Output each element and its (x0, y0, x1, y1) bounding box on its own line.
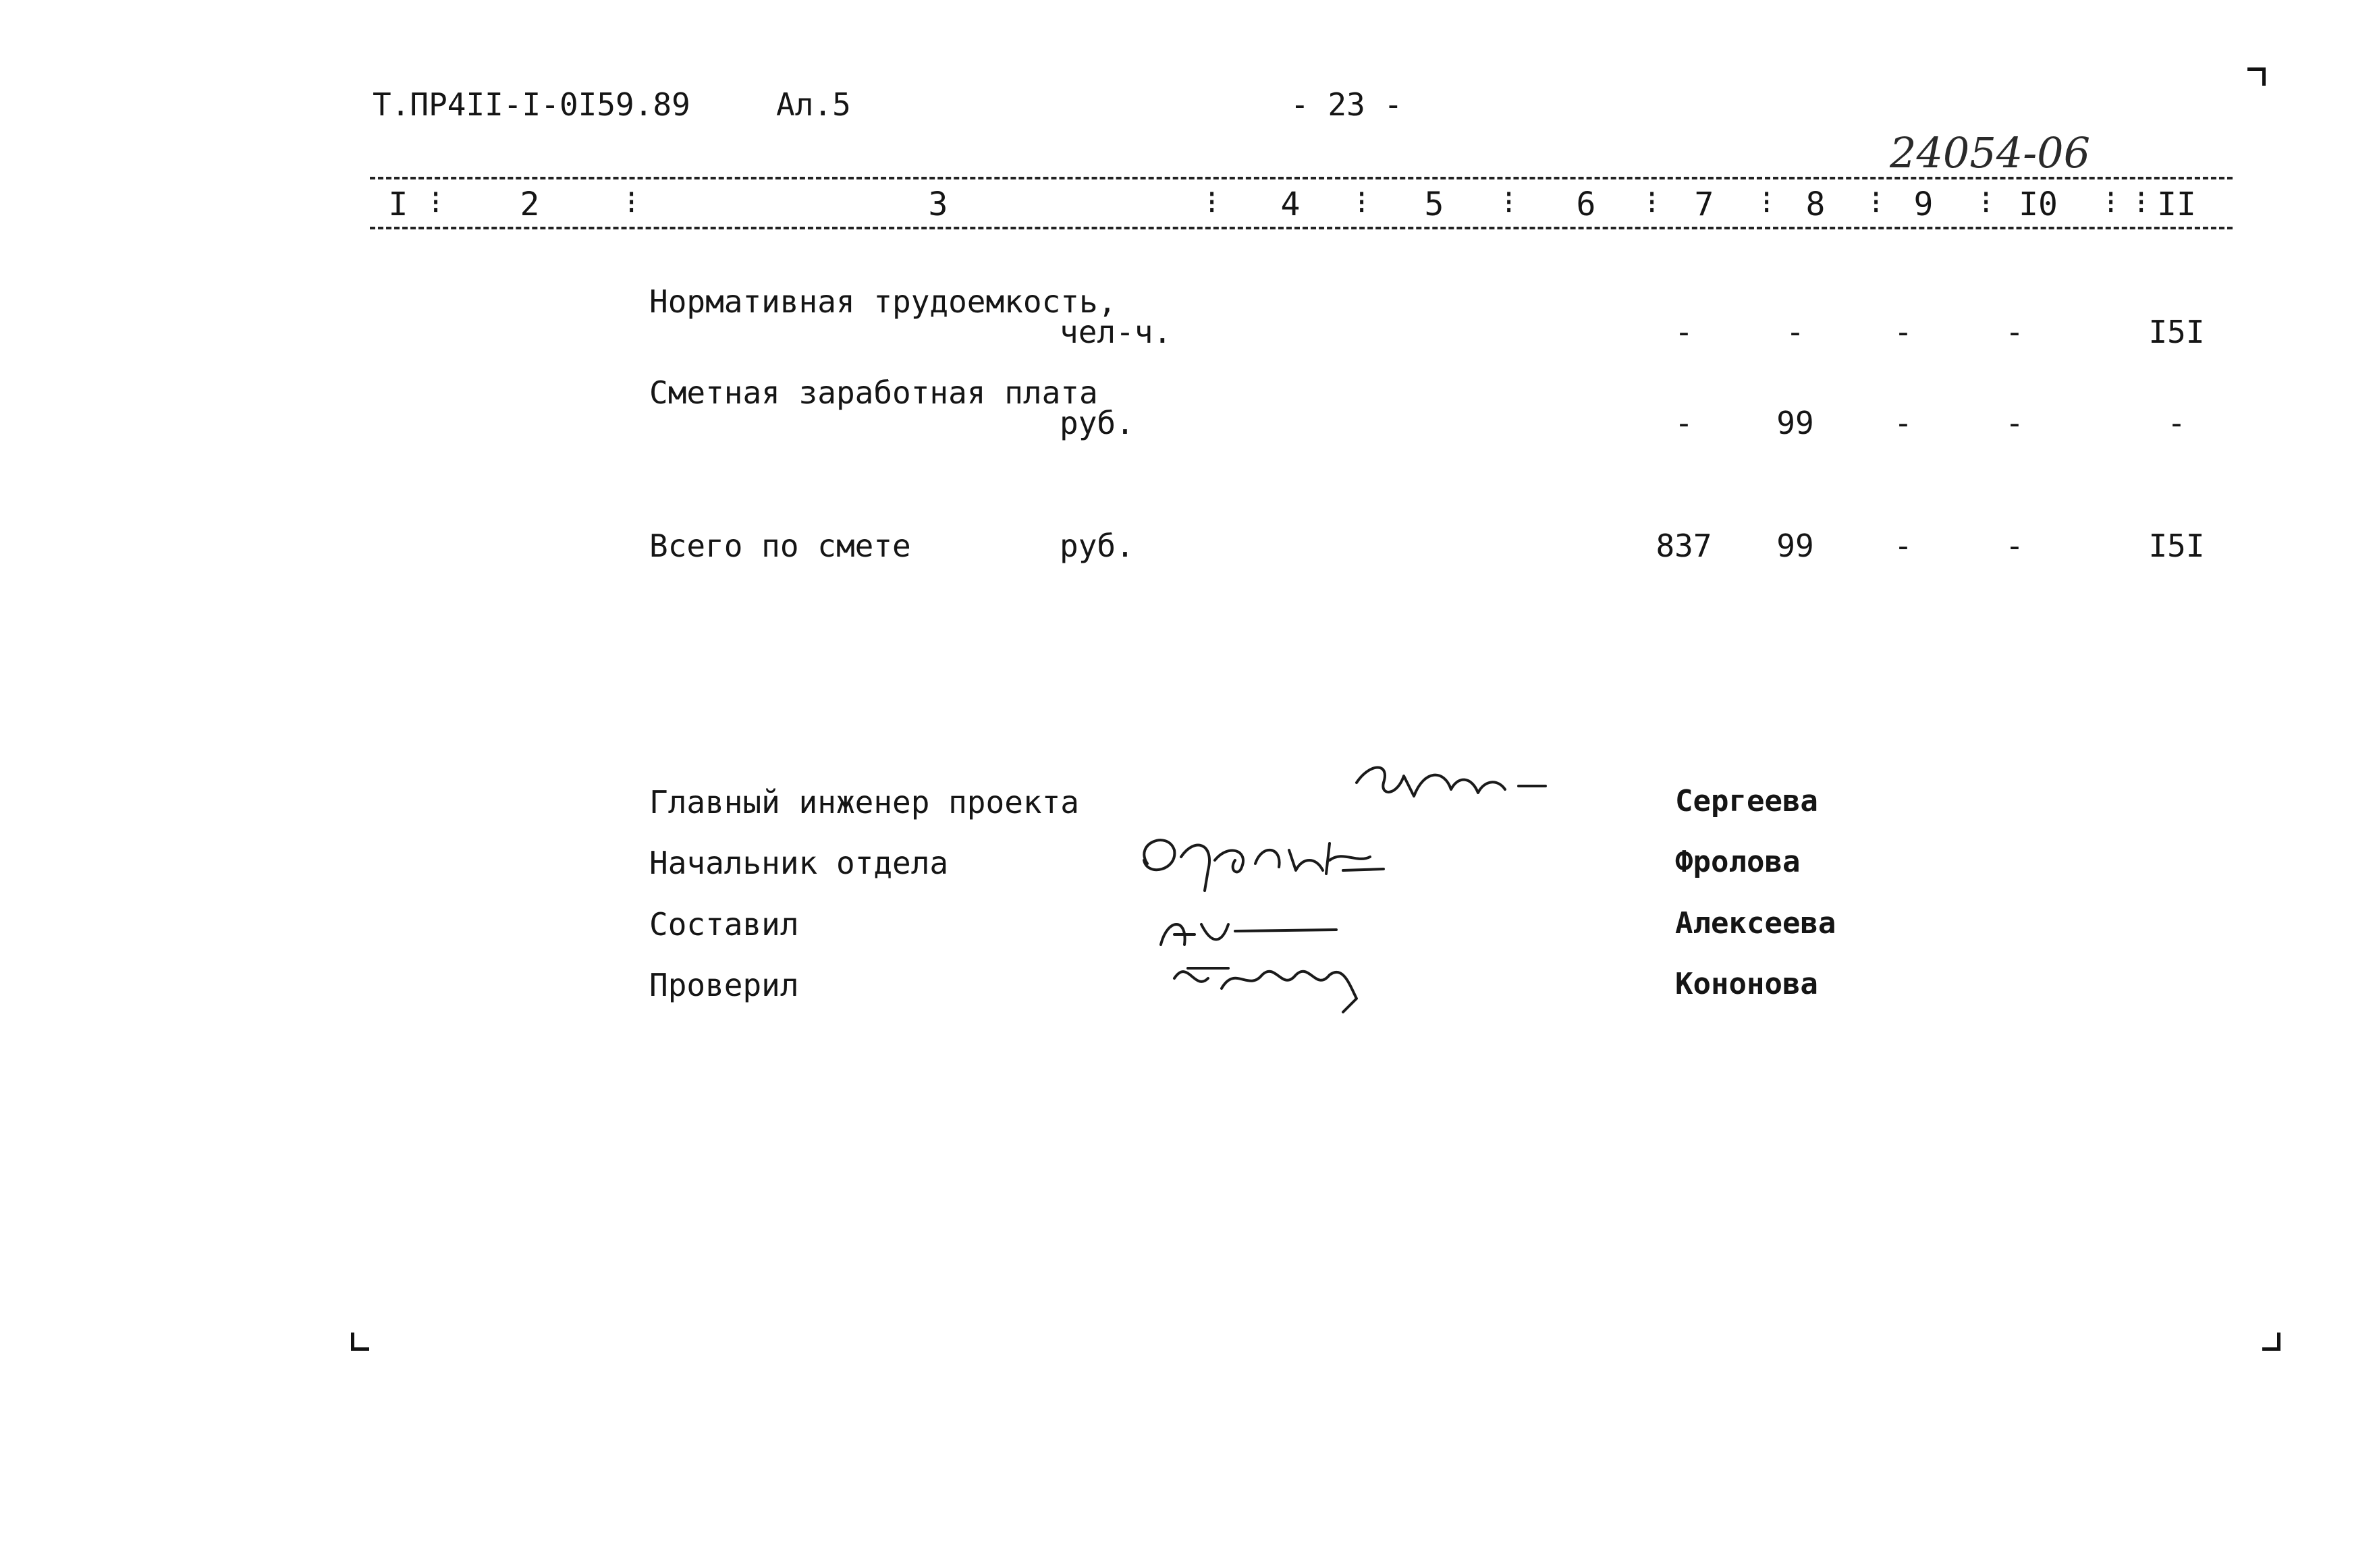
signature-name: Алексеева (1675, 906, 1836, 941)
cell-col7: 837 (1656, 528, 1712, 564)
signature-name: Кононова (1675, 967, 1818, 1001)
column-separator: ⁝ (431, 184, 441, 221)
cell-col10: - (2005, 528, 2024, 564)
cell-col7: - (1674, 405, 1693, 441)
page-number: - 23 - (1290, 86, 1403, 123)
column-separator: ⁝ (1357, 184, 1367, 221)
cell-col11: - (2167, 405, 2186, 441)
column-separator: ⁝ (1504, 184, 1514, 221)
cell-col9: - (1894, 528, 1913, 564)
column-separator: ⁝ (1871, 184, 1882, 221)
column-header-2: 2 (520, 186, 540, 223)
row-label: Нормативная трудоемкость, (649, 283, 1117, 320)
table-header-bottom-line (370, 227, 2233, 229)
column-separator: ⁝ (2136, 184, 2147, 221)
cell-col11: I5I (2148, 528, 2205, 564)
row-unit: чел-ч. (1060, 314, 1172, 350)
signature-role: Проверил (649, 967, 799, 1003)
cell-col8: 99 (1776, 528, 1814, 564)
row-label: Всего по смете (649, 528, 911, 564)
column-header-11: II (2157, 186, 2196, 223)
cell-col10: - (2005, 405, 2024, 441)
column-header-9: 9 (1913, 186, 1934, 223)
column-separator: ⁝ (1647, 184, 1658, 221)
handwritten-signature-2 (1127, 823, 1397, 897)
column-header-8: 8 (1805, 186, 1826, 223)
row-unit: руб. (1060, 405, 1135, 441)
column-separator: ⁝ (1207, 184, 1218, 221)
signature-role: Составил (649, 906, 799, 943)
corner-mark-bottom-left (351, 1333, 369, 1351)
cell-col9: - (1894, 314, 1913, 350)
column-header-7: 7 (1694, 186, 1714, 223)
row-unit: руб. (1060, 528, 1135, 564)
document-code: Т.ПР4II-I-0I59.89 (373, 86, 690, 123)
cell-col11: I5I (2148, 314, 2205, 350)
column-separator: ⁝ (1761, 184, 1772, 221)
signature-name: Фролова (1675, 845, 1801, 879)
signature-role: Начальник отдела (649, 845, 949, 881)
column-header-1: I (388, 186, 408, 223)
album-number: Ал.5 (776, 86, 851, 123)
corner-mark-bottom-right (2262, 1333, 2280, 1351)
signature-role: Главный инженер проекта (649, 784, 1079, 820)
column-separator: ⁝ (626, 184, 637, 221)
cell-col9: - (1894, 405, 1913, 441)
column-header-6: 6 (1576, 186, 1596, 223)
cell-col10: - (2005, 314, 2024, 350)
cell-col7: - (1674, 314, 1693, 350)
table-header-top-line (370, 177, 2233, 179)
column-separator: ⁝ (1981, 184, 1992, 221)
column-header-10: I0 (2019, 186, 2058, 223)
cell-col8: - (1786, 314, 1805, 350)
handwritten-signature-3 (1147, 904, 1404, 1026)
column-header-3: 3 (928, 186, 948, 223)
handwritten-signature-1 (1350, 756, 1552, 810)
corner-mark-top-right (2247, 67, 2266, 86)
row-label: Сметная заработная плата (649, 374, 1098, 411)
cell-col8: 99 (1776, 405, 1814, 441)
column-header-4: 4 (1280, 186, 1301, 223)
column-separator: ⁝ (2106, 184, 2116, 221)
inventory-number: 24054-06 (1890, 128, 2091, 177)
column-header-5: 5 (1424, 186, 1444, 223)
signature-name: Сергеева (1675, 784, 1818, 818)
